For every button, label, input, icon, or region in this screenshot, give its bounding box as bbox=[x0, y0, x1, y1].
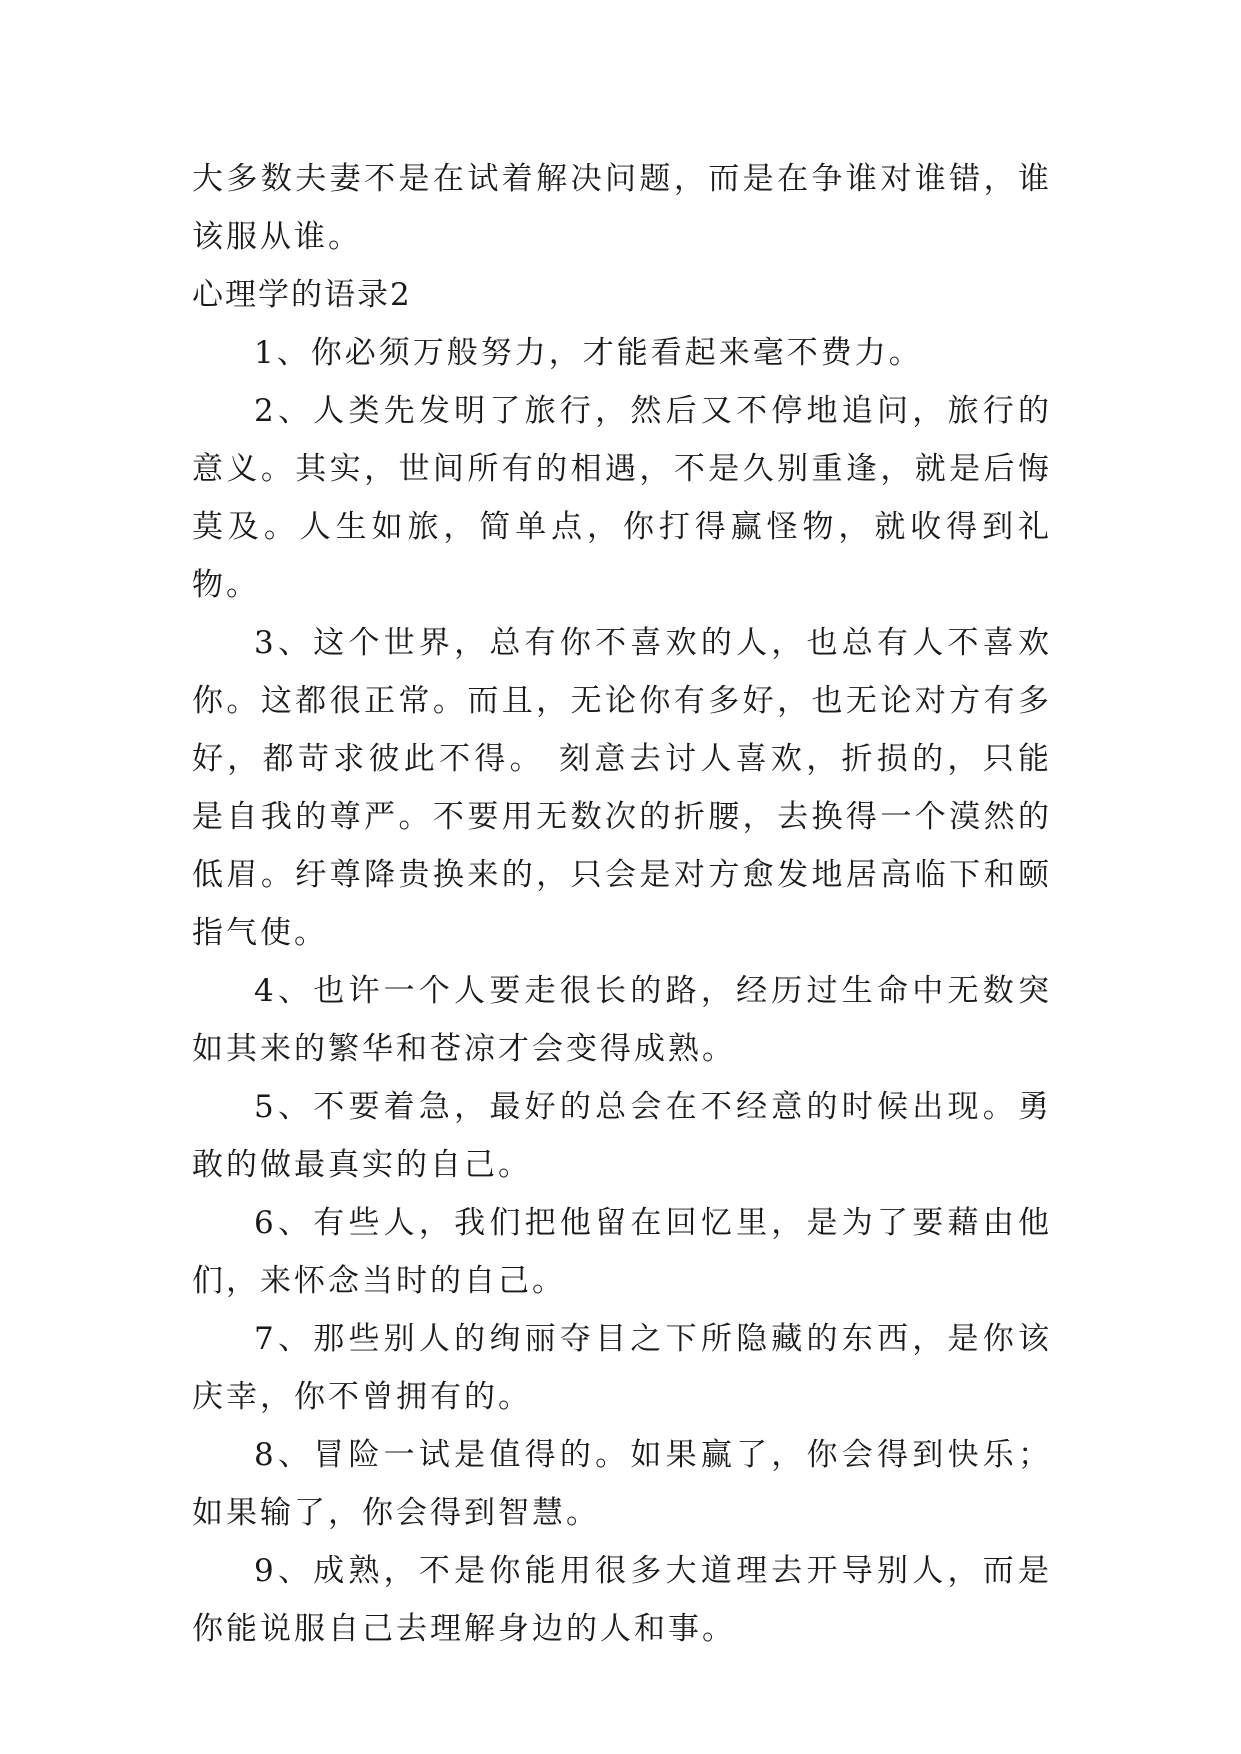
quote-item-7: 7、那些别人的绚丽夺目之下所隐藏的东西，是你该庆幸，你不曾拥有的。 bbox=[192, 1321, 1052, 1415]
quote-item-6: 6、有些人，我们把他留在回忆里，是为了要藉由他们，来怀念当时的自己。 bbox=[192, 1205, 1052, 1299]
quote-item-3: 3、这个世界，总有你不喜欢的人，也总有人不喜欢你。这都很正常。而且，无论你有多好，也无论对方有多好，都苛求彼此不得。 刻意去讨人喜欢，折损的，只能是自我的尊严。不要用无数次的折腰，去换得一个漠然的低眉。纡尊降贵换来的，只会是对方愈发地居高临下和颐指气使。 bbox=[192, 625, 1052, 951]
quote-item-8: 8、冒险一试是值得的。如果赢了，你会得到快乐；如果输了，你会得到智慧。 bbox=[192, 1437, 1052, 1531]
quote-item-2: 2、人类先发明了旅行，然后又不停地追问，旅行的意义。其实，世间所有的相遇，不是久别重逢，就是后悔莫及。人生如旅，简单点，你打得赢怪物，就收得到礼物。 bbox=[192, 393, 1052, 603]
document-page bbox=[192, 150, 1052, 1658]
quote-item-4: 4、也许一个人要走很长的路，经历过生命中无数突如其来的繁华和苍凉才会变得成熟。 bbox=[192, 973, 1052, 1067]
quote-item-9: 9、成熟，不是你能用很多大道理去开导别人，而是你能说服自己去理解身边的人和事。 bbox=[192, 1553, 1052, 1647]
intro-paragraph: 大多数夫妻不是在试着解决问题，而是在争谁对谁错，谁该服从谁。 bbox=[192, 161, 1052, 255]
section-heading: 心理学的语录2 bbox=[192, 277, 412, 313]
quote-item-5: 5、不要着急，最好的总会在不经意的时候出现。勇敢的做最真实的自己。 bbox=[192, 1089, 1052, 1183]
quote-item-1: 1、你必须万般努力，才能看起来毫不费力。 bbox=[254, 335, 923, 371]
